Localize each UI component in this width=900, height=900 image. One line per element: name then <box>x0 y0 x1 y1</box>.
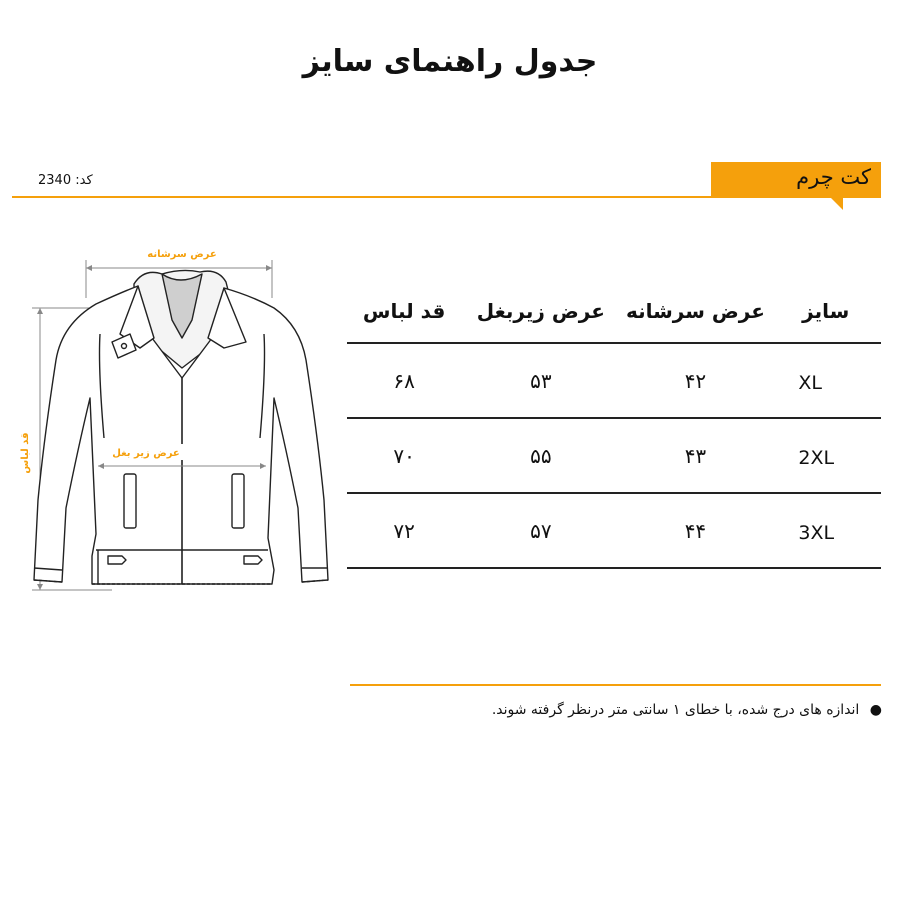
size-cell: 3XL <box>770 493 881 568</box>
table-row <box>347 343 881 418</box>
table-row <box>347 418 881 493</box>
table-row <box>347 493 881 568</box>
footer-divider <box>350 684 881 686</box>
tab-pointer <box>831 198 843 210</box>
header-chest-width: عرض زیربغل <box>461 280 620 343</box>
size-cell: XL <box>770 343 881 418</box>
length-cell: ۷۲ <box>347 493 461 568</box>
chest-width-label: عرض زیر بغل <box>112 448 180 459</box>
product-name-tab <box>711 162 881 198</box>
jacket-diagram <box>12 238 342 618</box>
product-code-value: 2340 <box>38 173 72 188</box>
chest-cell: ۵۳ <box>461 343 620 418</box>
tolerance-note <box>492 702 882 718</box>
chest-cell: ۵۷ <box>461 493 620 568</box>
header-size: سایز <box>770 280 881 343</box>
shoulder-cell: ۴۴ <box>620 493 770 568</box>
table-header-row <box>347 280 881 343</box>
page-title: جدول راهنمای سایز <box>302 44 598 79</box>
jacket-outline <box>34 270 328 584</box>
header-shoulder-width: عرض سرشانه <box>620 280 770 343</box>
tolerance-note-text: اندازه های درج شده، با خطای ۱ سانتی متر درنظر گرفته شوند. <box>491 702 860 718</box>
product-code <box>38 173 93 188</box>
product-name: کت چرم <box>796 165 871 189</box>
size-table <box>347 280 881 569</box>
length-cell: ۷۰ <box>347 418 461 493</box>
size-cell: 2XL <box>770 418 881 493</box>
shoulder-cell: ۴۲ <box>620 343 770 418</box>
product-code-label: کد: <box>75 173 93 188</box>
chest-cell: ۵۵ <box>461 418 620 493</box>
bullet-icon: ● <box>869 702 882 718</box>
length-cell: ۶۸ <box>347 343 461 418</box>
length-label: قد لباس <box>20 432 31 474</box>
header-divider <box>12 196 881 198</box>
header-length: قد لباس <box>347 280 461 343</box>
shoulder-width-label: عرض سرشانه <box>147 249 217 260</box>
shoulder-cell: ۴۳ <box>620 418 770 493</box>
